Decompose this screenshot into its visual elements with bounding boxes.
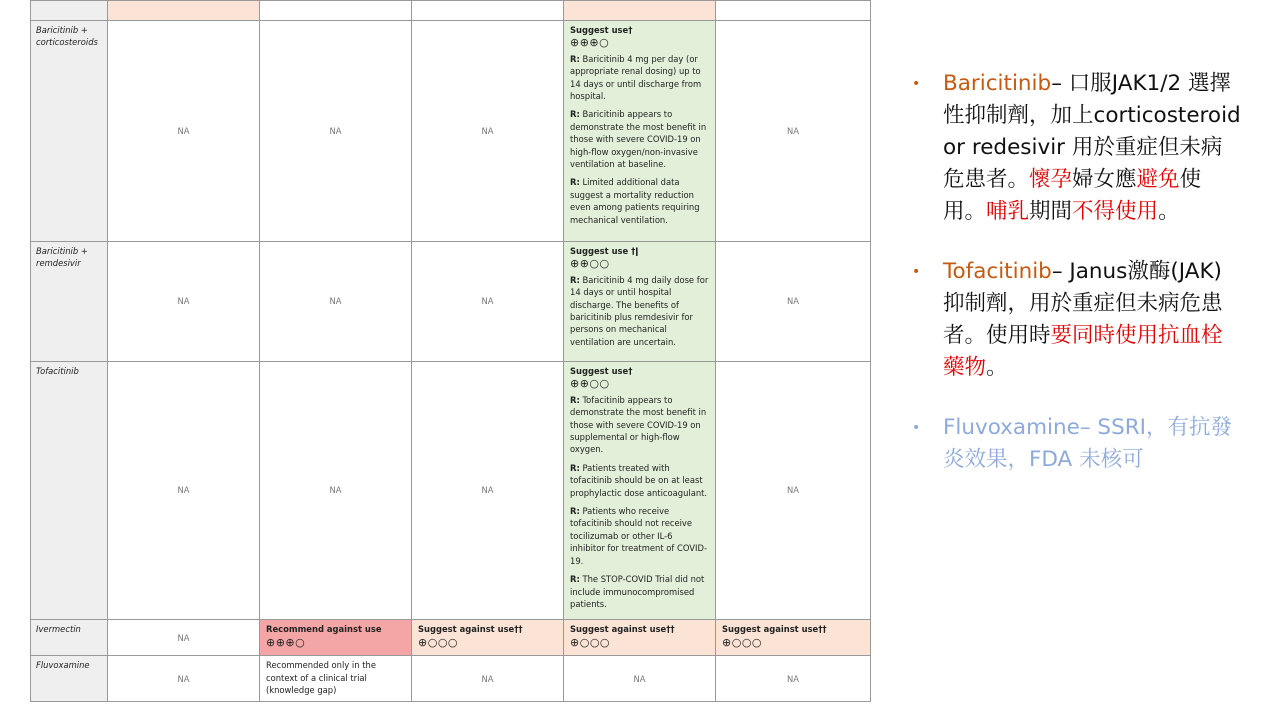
- evidence-rating: ⊕⊕○○: [570, 377, 610, 391]
- na-cell: NA: [716, 362, 871, 620]
- table-row: [31, 242, 871, 362]
- warning-text: 避免: [1136, 167, 1180, 192]
- na-cell: NA: [412, 656, 564, 702]
- drug-name-text: Tofacitinib: [943, 259, 1052, 284]
- na-cell: NA: [412, 362, 564, 620]
- recommendation-cell: [564, 620, 716, 656]
- na-cell: NA: [108, 362, 260, 620]
- recommendation-title: Suggest use †ǀ: [570, 246, 639, 256]
- na-cell: NA: [412, 242, 564, 362]
- na-cell: NA: [716, 242, 871, 362]
- recommendation-title: Suggest against use††: [418, 624, 523, 635]
- bullet-icon: •: [912, 76, 921, 92]
- rationale-paragraph: R: Patients treated with tofacitinib should be on at least prophylactic dose anticoagulant.: [570, 462, 708, 498]
- recommendation-cell: [716, 620, 871, 656]
- evidence-rating: ⊕○○○: [722, 635, 763, 649]
- evidence-rating: ⊕⊕⊕○: [570, 36, 610, 50]
- recommendation-cell: [564, 242, 716, 362]
- table-row: [31, 21, 871, 242]
- drug-name-cell: Baricitinib + corticosteroids: [31, 21, 108, 242]
- drug-cell-partial: [31, 1, 108, 21]
- rationale-paragraph: R: Limited additional data suggest a mortality reduction even among patients requiring mechanical ventilation.: [570, 177, 700, 225]
- note-fluvoxamine: [912, 412, 1242, 476]
- warning-text: 哺乳: [986, 199, 1030, 224]
- na-cell: NA: [108, 242, 260, 362]
- recommendation-title: Suggest use†: [570, 25, 633, 35]
- na-cell: NA: [716, 21, 871, 242]
- na-cell: NA: [108, 656, 260, 702]
- partial-cell: [412, 1, 564, 21]
- bullet-icon: •: [912, 420, 921, 436]
- bullet-icon: •: [912, 264, 921, 280]
- recommendation-cell: [260, 620, 412, 656]
- recommendation-cell: [564, 362, 716, 620]
- na-cell: NA: [716, 656, 871, 702]
- rationale-paragraph: R: Patients who receive tofacitinib should not receive tocilizumab or other IL-6 inhibitor for treatment of COVID-19.: [570, 506, 707, 566]
- drug-name-cell: Baricitinib + remdesivir: [31, 242, 108, 362]
- recommendation-cell: Recommended only in the context of a clinical trial (knowledge gap): [260, 656, 412, 702]
- evidence-rating: ⊕○○○: [570, 635, 611, 649]
- na-cell: NA: [260, 242, 412, 362]
- partial-cell: [564, 1, 716, 21]
- recommendation-title: Suggest use†: [570, 366, 633, 376]
- note-text: Fluvoxamine– SSRI，有抗發炎效果，FDA 未核可: [943, 415, 1233, 472]
- rationale-paragraph: R: Baricitinib appears to demonstrate the most benefit in those with severe COVID-19 on high-flow oxygen/non-invasive ventilation at baseline.: [570, 109, 707, 170]
- table-row: [31, 656, 871, 702]
- partial-cell: [260, 1, 412, 21]
- na-cell: NA: [108, 620, 260, 656]
- warning-text: 懷孕: [1029, 167, 1073, 192]
- recommendation-cell: [412, 620, 564, 656]
- note-baricitinib: • Baricitinib– 口服JAK1/2 選擇性抑制劑，加上corticosteroid or redesivir 用於重症但未病危患者。懷孕婦女應避免使用。哺乳期間不得使用。: [912, 68, 1242, 228]
- drug-name-text: Baricitinib: [943, 71, 1052, 96]
- recommendation-table: [30, 0, 871, 702]
- na-cell: NA: [108, 21, 260, 242]
- recommendation-cell: [564, 21, 716, 242]
- drug-name-cell: Fluvoxamine: [31, 656, 108, 702]
- guideline-table-region: [30, 0, 870, 698]
- rationale-paragraph: R: Tofacitinib appears to demonstrate the most benefit in those with severe COVID-19 on supplemental or high-flow oxygen.: [570, 394, 707, 455]
- na-cell: NA: [412, 21, 564, 242]
- drug-name-cell: Ivermectin: [31, 620, 108, 656]
- partial-cell: [716, 1, 871, 21]
- warning-text: 不得使用: [1072, 199, 1159, 224]
- drug-name-cell: Tofacitinib: [31, 362, 108, 620]
- table-row: [31, 362, 871, 620]
- partial-cell: [108, 1, 260, 21]
- evidence-rating: ⊕⊕⊕○: [266, 635, 306, 649]
- evidence-rating: ⊕⊕○○: [570, 257, 610, 271]
- recommendation-title: Suggest against use††: [722, 624, 827, 635]
- na-cell: NA: [260, 362, 412, 620]
- note-tofacitinib: • Tofacitinib– Janus激酶(JAK)抑制劑，用於重症但未病危患者。使用時要同時使用抗血栓藥物。: [912, 256, 1242, 384]
- recommendation-title: Suggest against use††: [570, 624, 675, 635]
- rationale-paragraph: R: The STOP-COVID Trial did not include immunocompromised patients.: [570, 574, 705, 609]
- rationale-paragraph: R: Baricitinib 4 mg per day (or appropriate renal dosing) up to 14 days or until discharge from hospital.: [570, 53, 702, 102]
- notes-panel: [912, 68, 1242, 504]
- rationale-paragraph: R: Baricitinib 4 mg daily dose for 14 days or until hospital discharge. The benefits of baricitinib plus remdesivir for persons on mechanical ventilation are uncertain.: [570, 274, 709, 347]
- evidence-rating: ⊕○○○: [418, 635, 459, 649]
- na-cell: NA: [260, 21, 412, 242]
- table-row-partial: [31, 1, 871, 21]
- na-cell: NA: [564, 656, 716, 702]
- recommendation-title: Recommend against use: [266, 624, 382, 635]
- table-row: [31, 620, 871, 656]
- warning-text: 要同時使用抗血栓藥物: [943, 323, 1223, 380]
